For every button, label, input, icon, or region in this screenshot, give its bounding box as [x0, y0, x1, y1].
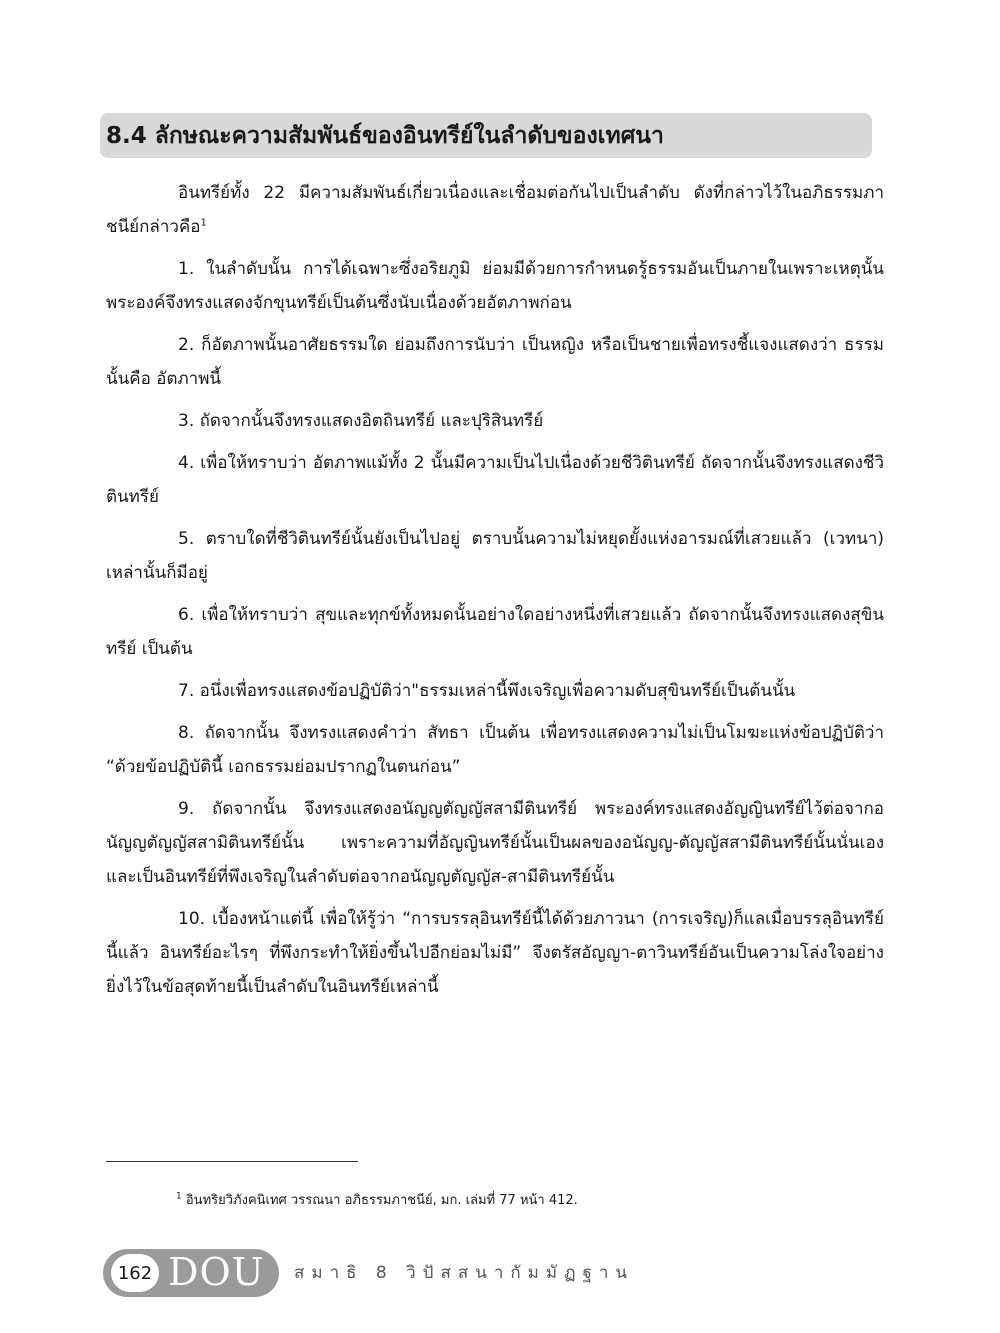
footnote [176, 1189, 578, 1210]
body-text [106, 176, 884, 1012]
paragraph-item-10: 10. เบื้องหน้าแต่นี้ เพื่อให้รู้ว่า “การบรรลุอินทรีย์นี้ได้ด้วยภาวนา (การเจริญ)ก็แลเมื่อบรรลุอินทรีย์นี้แล้ว อินทรีย์อะไรๆ ที่พึงกระทำให้ยิ่งขึ้นไปอีกย่อมไม่มี” จึงตรัสอัญญา-ตาวินทรีย์อันเป็นความโล่งใจอย่างยิ่งไว้ในข้อสุดท้ายนี้เป็นลำดับในอินทรีย์เหล่านี้ [106, 909, 884, 997]
footnote-marker: 1 [176, 1191, 182, 1202]
paragraph-item-6: 6. เพื่อให้ทราบว่า สุขและทุกข์ทั้งหมดนั้นอย่างใดอย่างหนึ่งที่เสวยแล้ว ถัดจากนั้นจึงทรงแสดงสุขินทรีย์ เป็นต้น [106, 605, 884, 659]
section-title: 8.4 ลักษณะความสัมพันธ์ของอินทรีย์ในลำดับของเทศนา [106, 122, 664, 149]
paragraph-item-4: 4. เพื่อให้ทราบว่า อัตภาพแม้ทั้ง 2 นั้นมีความเป็นไปเนื่องด้วยชีวิตินทรีย์ ถัดจากนั้นจึงทรงแสดงชีวิตินทรีย์ [106, 453, 884, 507]
section-header [100, 113, 872, 158]
running-title: สมาธิ 8 วิปัสสนากัมมัฏฐาน [294, 1263, 635, 1283]
paragraph-item-3: 3. ถัดจากนั้นจึงทรงแสดงอิตถินทรีย์ และปุริสินทรีย์ [178, 411, 544, 431]
paragraph-item-9: 9. ถัดจากนั้น จึงทรงแสดงอนัญญตัญญัสสามีตินทรีย์ พระองค์ทรงแสดงอัญญินทรีย์ไว้ต่อจากอนัญญตัญญัสสามิตินทรีย์นั้น เพราะความที่อัญญินทรีย์นั้นเป็นผลของอนัญญ-ตัญญัสสามีตินทรีย์นั้นนั่นเอง และเป็นอินทรีย์ที่พึงเจริญในลำดับต่อจากอนัญญตัญญัส-สามีตินทรีย์นั้น [106, 799, 884, 887]
page-number: 162 [111, 1254, 159, 1292]
footnote-text: อินทริยวิภังคนิเทศ วรรณนา อภิธรรมภาชนีย์, มก. เล่มที่ 77 หน้า 412. [185, 1193, 578, 1208]
footnote-divider [106, 1161, 358, 1162]
paragraph-item-5: 5. ตราบใดที่ชีวิตินทรีย์นั้นยังเป็นไปอยู่ ตราบนั้นความไม่หยุดยั้งแห่งอารมณ์ที่เสวยแล้ว (เวทนา) เหล่านั้นก็มีอยู่ [106, 529, 884, 583]
paragraph-item-1: 1. ในลำดับนั้น การได้เฉพาะซึ่งอริยภูมิ ย่อมมีด้วยการกำหนดรู้ธรรมอันเป็นภายในเพราะเหตุนั้น พระองค์จึงทรงแสดงจักขุนทรีย์เป็นต้นซึ่งนับเนื่องด้วยอัตภาพก่อน [106, 259, 884, 313]
brand-logo: DOU [168, 1250, 265, 1294]
paragraph-item-7: 7. อนึ่งเพื่อทรงแสดงข้อปฏิบัติว่า"ธรรมเหล่านี้พึงเจริญเพื่อความดับสุขินทรีย์เป็นต้นนั้น [178, 681, 796, 701]
paragraph-item-2: 2. ก็อัตภาพนั้นอาศัยธรรมใด ย่อมถึงการนับว่า เป็นหญิง หรือเป็นชายเพื่อทรงชี้แจงแสดงว่า ธรรมนั้นคือ อัตภาพนี้ [106, 335, 884, 389]
paragraph-text: อินทรีย์ทั้ง 22 มีความสัมพันธ์เกี่ยวเนื่องและเชื่อมต่อกันไปเป็นลำดับ ดังที่กล่าวไว้ในอภิธรรมภาชนีย์กล่าวคือ [106, 183, 884, 237]
paragraph-item-8: 8. ถัดจากนั้น จึงทรงแสดงคำว่า สัทธา เป็นต้น เพื่อทรงแสดงความไม่เป็นโมฆะแห่งข้อปฏิบัติว่า “ด้วยข้อปฏิบัตินี้ เอกธรรมย่อมปรากฏในตนก่อน” [106, 723, 884, 777]
paragraph-intro [106, 176, 884, 244]
footnote-ref: 1 [200, 217, 207, 229]
